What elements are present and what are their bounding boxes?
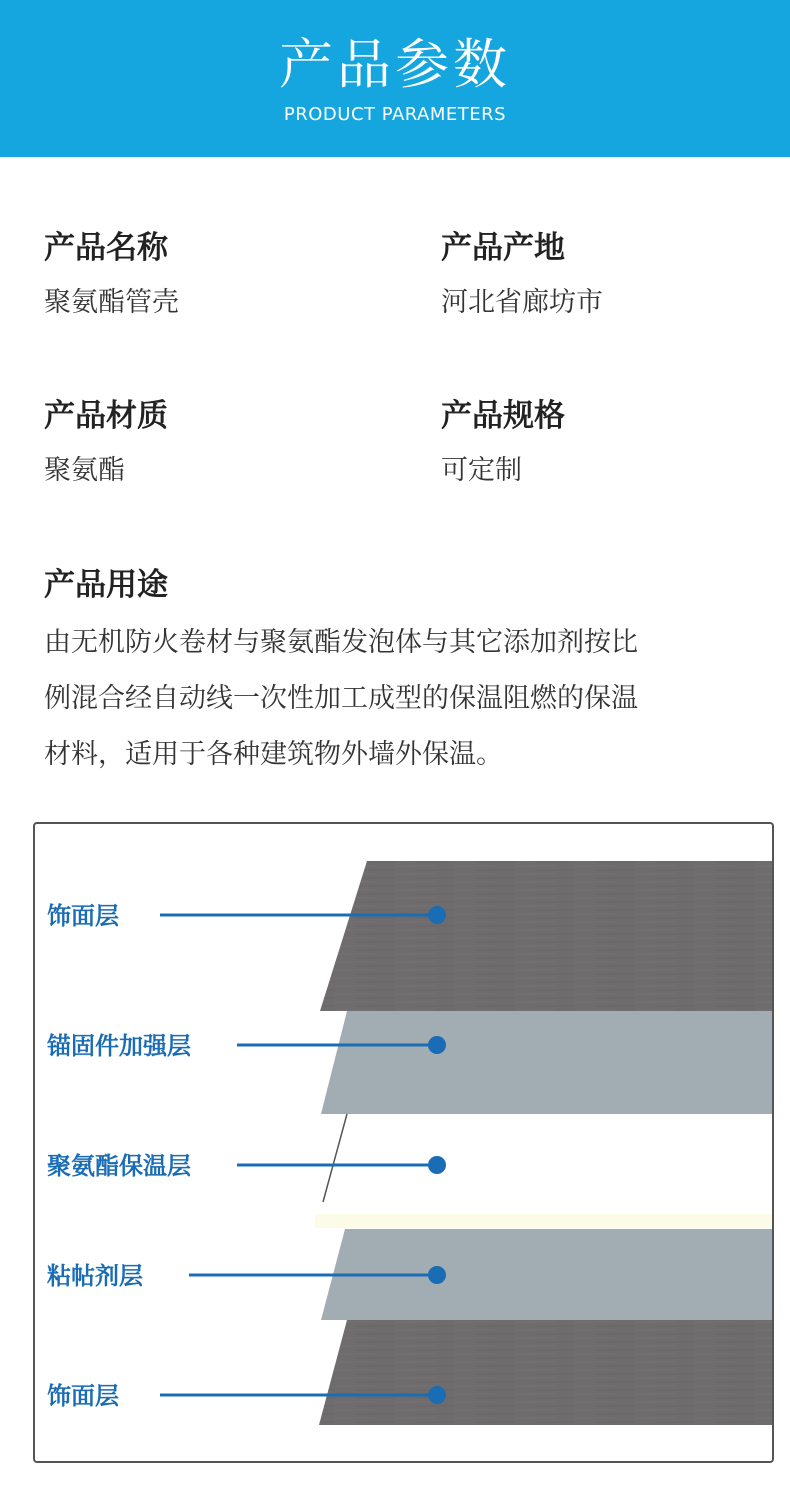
page-subtitle: PRODUCT PARAMETERS bbox=[283, 104, 507, 125]
param-product-spec bbox=[441, 398, 565, 488]
param-product-material bbox=[44, 398, 168, 488]
page-title: 产品参数 bbox=[279, 33, 511, 96]
usage-line: 由无机防火卷材与聚氨酯发泡体与其它添加剂按比 bbox=[44, 627, 638, 658]
layer-label-foam: 聚氨酯保温层 bbox=[47, 1152, 191, 1180]
usage-line: 材料，适用于各种建筑物外墙外保温。 bbox=[44, 739, 503, 770]
leader-dot bbox=[428, 1156, 446, 1174]
usage-label: 产品用途 bbox=[44, 567, 168, 603]
param-product-origin bbox=[441, 230, 603, 320]
layer-label-anchor: 锚固件加强层 bbox=[47, 1032, 191, 1060]
layer-shape-foam-edge bbox=[315, 1214, 774, 1228]
leader-dot bbox=[428, 906, 446, 924]
layer-structure-diagram bbox=[33, 822, 774, 1463]
header-banner bbox=[0, 0, 790, 157]
layer-diagram-svg bbox=[35, 824, 774, 1463]
leader-dot bbox=[428, 1036, 446, 1054]
param-label: 产品产地 bbox=[441, 230, 565, 266]
leader-dot bbox=[428, 1386, 446, 1404]
leader-dot bbox=[428, 1266, 446, 1284]
layer-label-adhesive: 粘帖剂层 bbox=[47, 1262, 143, 1290]
param-label: 产品材质 bbox=[44, 398, 168, 434]
param-value: 聚氨酯 bbox=[44, 455, 125, 486]
param-value: 聚氨酯管壳 bbox=[44, 287, 179, 318]
param-label: 产品名称 bbox=[44, 230, 168, 266]
usage-line: 例混合经自动线一次性加工成型的保温阻燃的保温 bbox=[44, 683, 638, 714]
layer-shape-anchor bbox=[321, 1011, 774, 1114]
layer-label-bottom-facing: 饰面层 bbox=[47, 1382, 119, 1410]
param-value: 河北省廊坊市 bbox=[441, 287, 603, 318]
param-product-name bbox=[44, 230, 179, 320]
usage-description bbox=[44, 615, 744, 783]
param-value: 可定制 bbox=[441, 455, 522, 486]
param-label: 产品规格 bbox=[441, 398, 565, 434]
layer-label-top-facing: 饰面层 bbox=[47, 902, 119, 930]
